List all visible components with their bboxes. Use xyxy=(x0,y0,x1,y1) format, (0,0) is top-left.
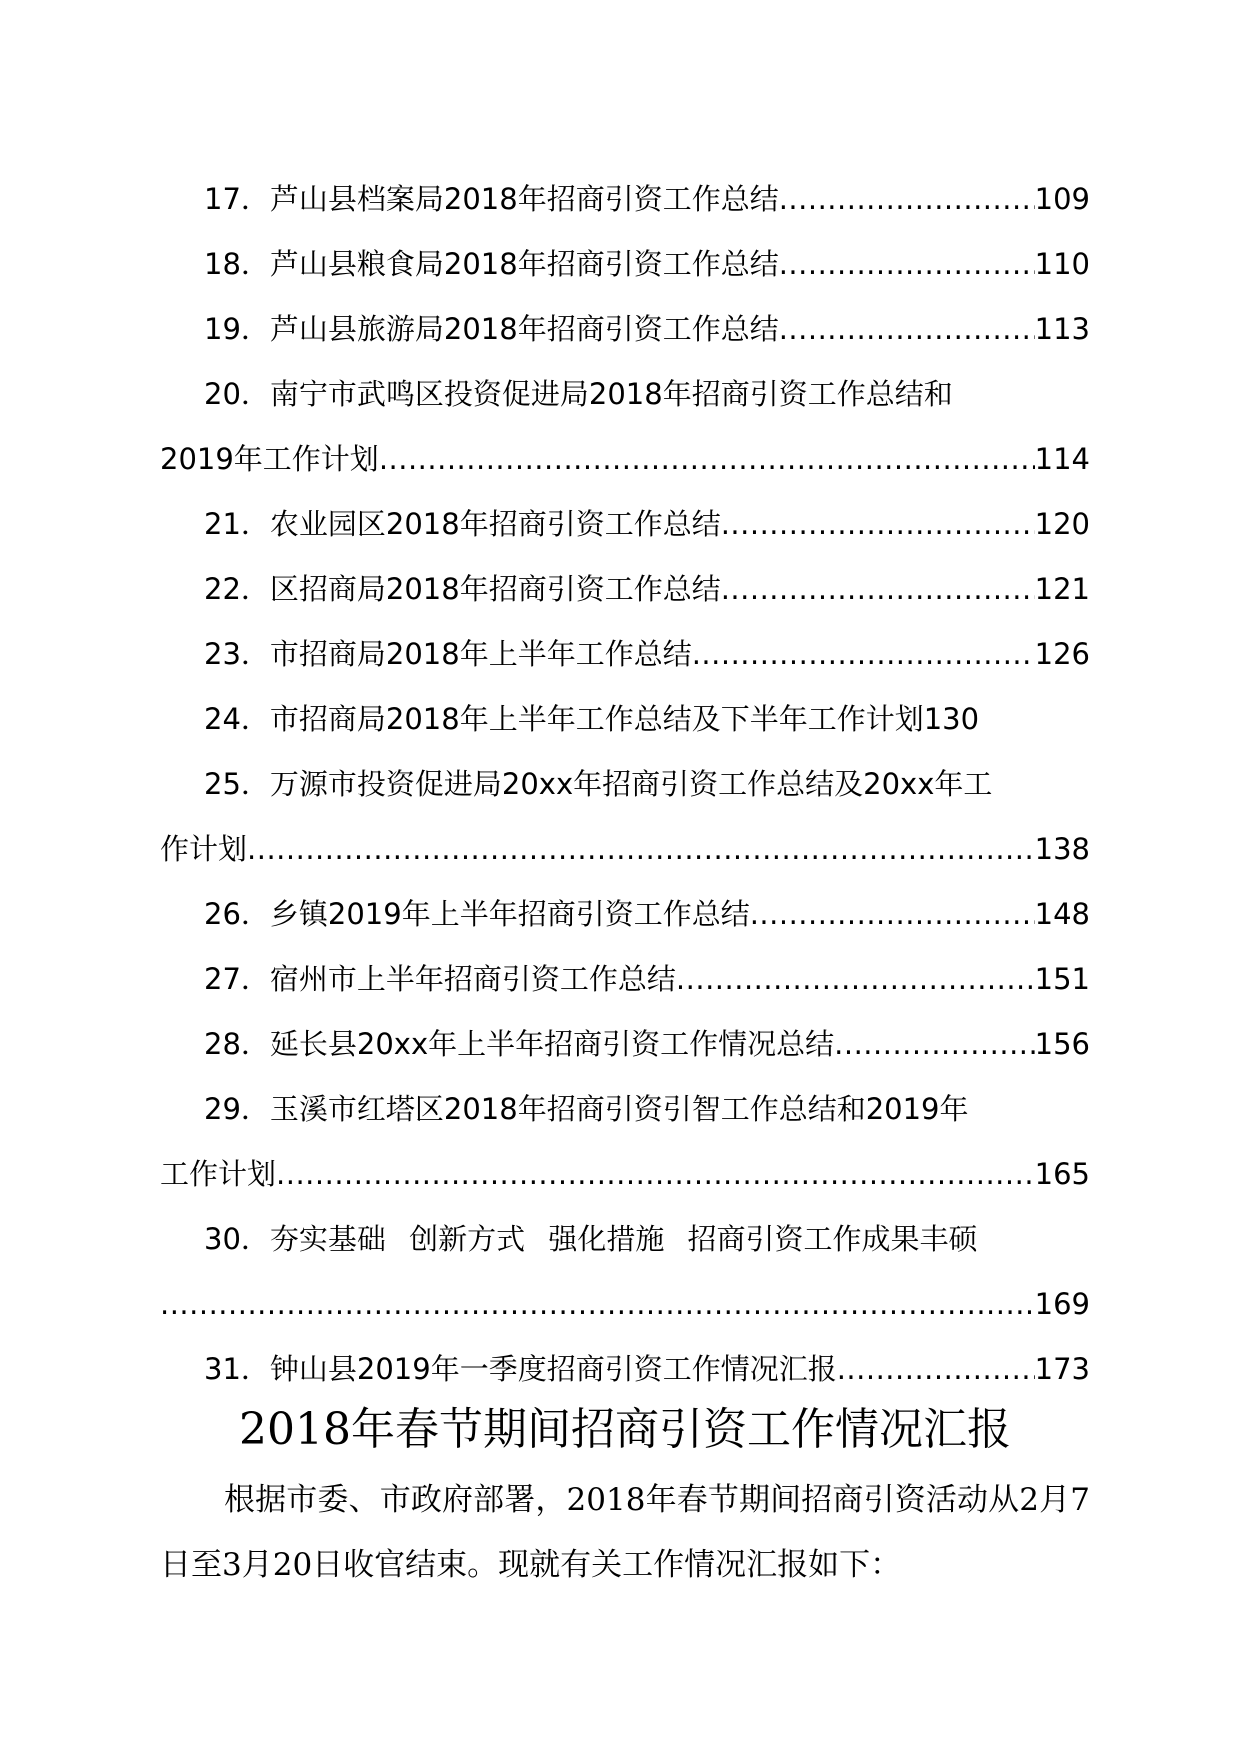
toc-entry[interactable] xyxy=(160,1207,1090,1337)
toc-entry[interactable] xyxy=(160,167,1090,232)
toc-entry-page: 130 xyxy=(923,702,980,736)
toc-entry-number: 24． xyxy=(204,702,270,736)
toc-entry-number: 18． xyxy=(204,247,270,281)
toc-entry[interactable] xyxy=(160,752,1090,882)
toc-entry[interactable] xyxy=(160,1012,1090,1077)
toc-entry-number: 25． xyxy=(204,767,270,801)
toc-entry-number: 27． xyxy=(204,962,270,996)
dot-leader xyxy=(779,167,1035,232)
toc-entry-page: 173 xyxy=(1034,1352,1090,1386)
body-paragraph: 根据市委、市政府部署，2018年春节期间招商引资活动从2月7日至3月20日收官结束。现就有关工作情况汇报如下： xyxy=(160,1482,1090,1583)
toc-entry-number: 21． xyxy=(204,507,270,541)
toc-entry-page: 109 xyxy=(1034,182,1090,216)
toc-entry[interactable] xyxy=(160,1077,1090,1207)
toc-entry[interactable] xyxy=(160,687,1090,752)
toc-entry-title: 万源市投资促进局20xx年招商引资工作总结及20xx年工 xyxy=(269,767,993,801)
dot-leader xyxy=(379,427,1035,492)
toc-entry-title: 农业园区2018年招商引资工作总结 xyxy=(269,507,721,541)
toc-entry-title-continued: 2019年工作计划 xyxy=(160,442,379,476)
dot-leader xyxy=(779,297,1035,362)
toc-entry-title: 市招商局2018年上半年工作总结及下半年工作计划 xyxy=(269,702,924,736)
dot-leader xyxy=(721,492,1035,557)
toc-entry[interactable] xyxy=(160,1337,1090,1402)
toc-entry-title: 钟山县2019年一季度招商引资工作情况汇报 xyxy=(269,1352,837,1386)
toc-entry-number: 26． xyxy=(204,897,270,931)
toc-entry-page: 120 xyxy=(1034,507,1090,541)
toc-entry-page: 156 xyxy=(1034,1027,1090,1061)
toc-entry-page: 169 xyxy=(1034,1287,1090,1321)
toc-entry-number: 31． xyxy=(204,1352,270,1386)
toc-entry-page: 113 xyxy=(1034,312,1090,346)
toc-entry-number: 23． xyxy=(204,637,270,671)
toc-entry[interactable] xyxy=(160,492,1090,557)
toc-entry-title: 乡镇2019年上半年招商引资工作总结 xyxy=(269,897,750,931)
toc-entry-number: 30． xyxy=(204,1222,270,1256)
table-of-contents xyxy=(160,167,1090,1402)
toc-entry-title: 宿州市上半年招商引资工作总结 xyxy=(269,962,676,996)
toc-entry-number: 28． xyxy=(204,1027,270,1061)
toc-entry-title: 区招商局2018年招商引资工作总结 xyxy=(269,572,721,606)
toc-entry-title: 芦山县档案局2018年招商引资工作总结 xyxy=(269,182,779,216)
toc-entry-page: 148 xyxy=(1034,897,1090,931)
toc-entry-title: 市招商局2018年上半年工作总结 xyxy=(269,637,692,671)
toc-entry[interactable] xyxy=(160,232,1090,297)
toc-entry-title: 玉溪市红塔区2018年招商引资引智工作总结和2019年 xyxy=(269,1092,969,1126)
toc-entry-title: 夯实基础 创新方式 强化措施 招商引资工作成果丰硕 xyxy=(269,1222,978,1256)
toc-entry-page: 121 xyxy=(1034,572,1090,606)
toc-entry-page: 126 xyxy=(1034,637,1090,671)
toc-entry[interactable] xyxy=(160,947,1090,1012)
dot-leader xyxy=(276,1142,1035,1207)
dot-leader xyxy=(721,557,1035,622)
toc-entry-number: 20． xyxy=(204,377,270,411)
toc-entry[interactable] xyxy=(160,362,1090,492)
toc-entry[interactable] xyxy=(160,622,1090,687)
toc-entry-page: 114 xyxy=(1034,442,1090,476)
toc-entry-title: 南宁市武鸣区投资促进局2018年招商引资工作总结和 xyxy=(269,377,953,411)
toc-entry-page: 165 xyxy=(1034,1157,1090,1191)
dot-leader xyxy=(750,882,1035,947)
toc-entry-number: 29． xyxy=(204,1092,270,1126)
toc-entry-title: 延长县20xx年上半年招商引资工作情况总结 xyxy=(269,1027,835,1061)
dot-leader xyxy=(160,1272,1035,1337)
dot-leader xyxy=(676,947,1035,1012)
toc-entry-number: 22． xyxy=(204,572,270,606)
toc-entry[interactable] xyxy=(160,557,1090,622)
document-title: 2018年春节期间招商引资工作情况汇报 xyxy=(239,1404,1011,1455)
toc-entry-title: 芦山县旅游局2018年招商引资工作总结 xyxy=(269,312,779,346)
toc-entry-title-continued: 工作计划 xyxy=(160,1157,277,1191)
dot-leader xyxy=(779,232,1035,297)
toc-entry[interactable] xyxy=(160,882,1090,947)
toc-entry-number: 17． xyxy=(204,182,270,216)
dot-leader xyxy=(837,1337,1035,1402)
dot-leader xyxy=(247,817,1035,882)
toc-entry-number: 19． xyxy=(204,312,270,346)
toc-entry-title: 芦山县粮食局2018年招商引资工作总结 xyxy=(269,247,779,281)
toc-entry-page: 138 xyxy=(1034,832,1090,866)
toc-entry-page: 151 xyxy=(1034,962,1090,996)
dot-leader xyxy=(834,1012,1035,1077)
toc-entry-title-continued: 作计划 xyxy=(160,832,248,866)
toc-entry-page: 110 xyxy=(1034,247,1090,281)
toc-entry[interactable] xyxy=(160,297,1090,362)
dot-leader xyxy=(692,622,1035,687)
